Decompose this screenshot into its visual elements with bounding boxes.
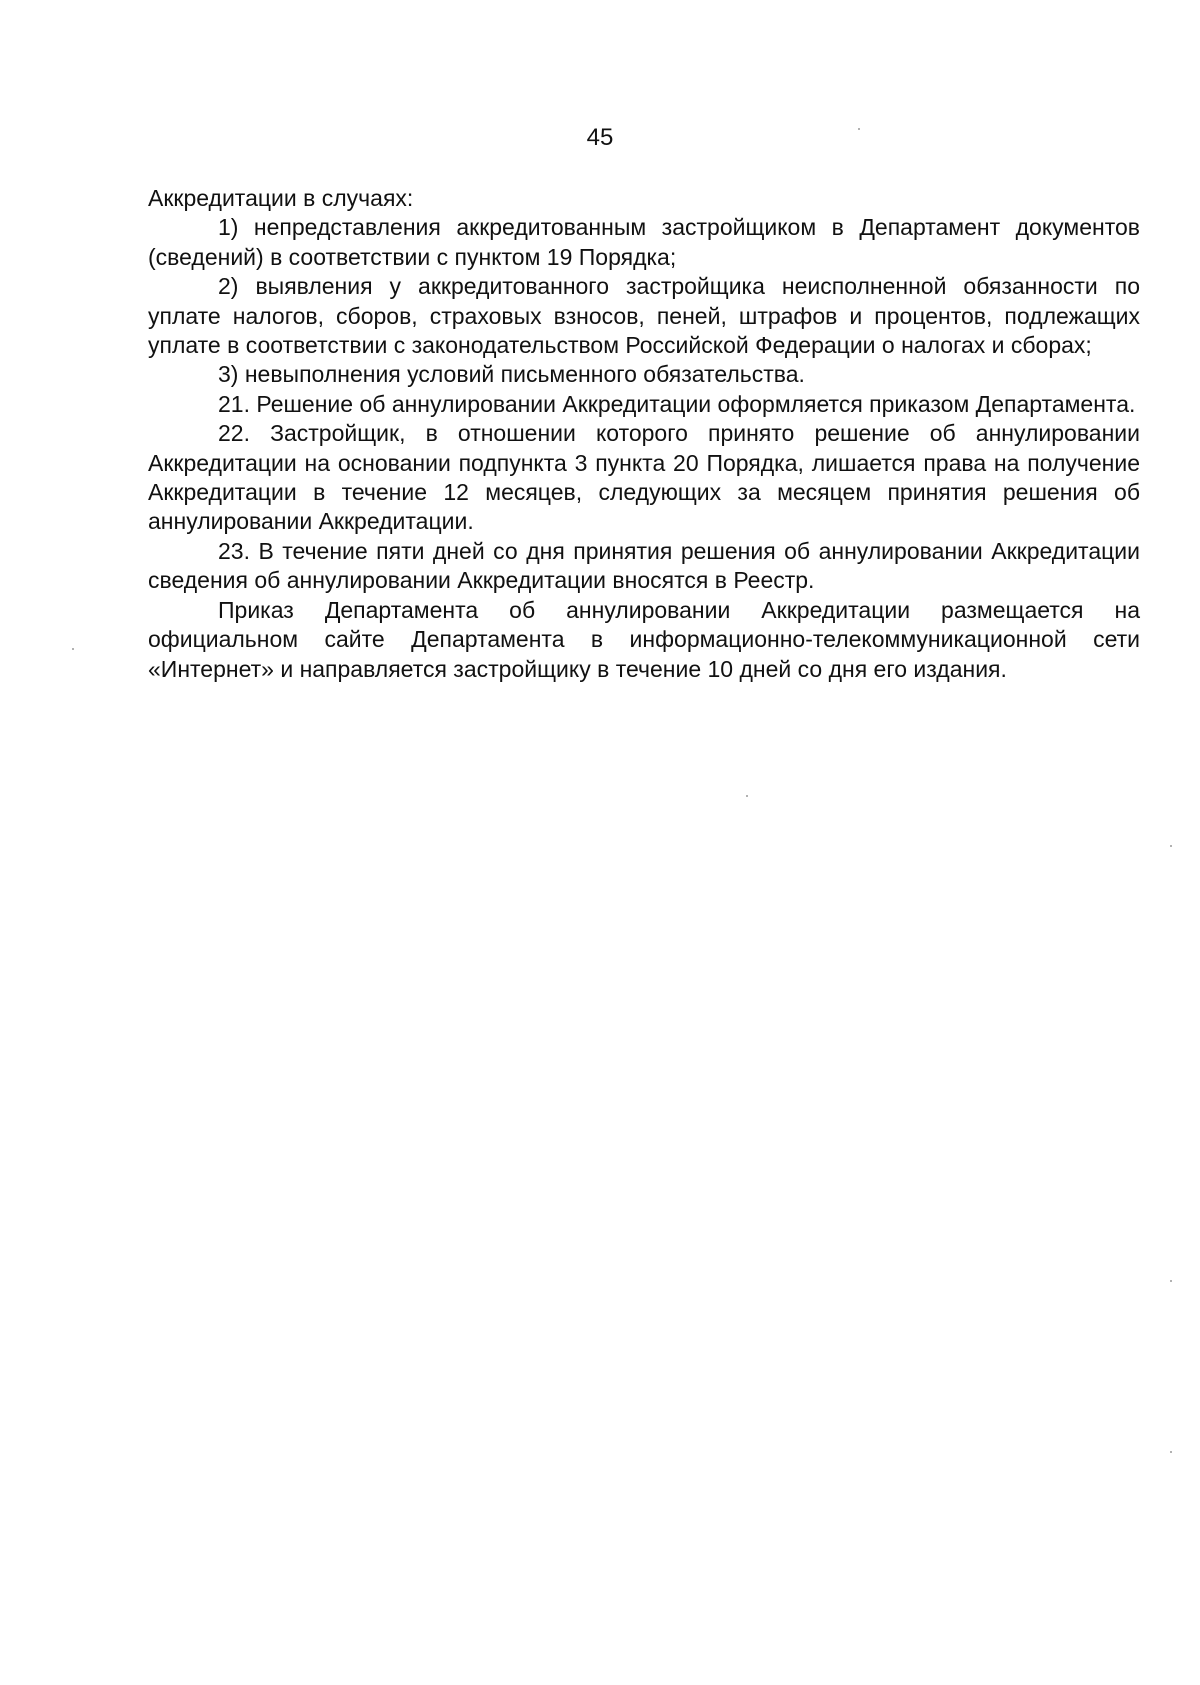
scan-speck: [1170, 845, 1172, 847]
scan-speck: [858, 128, 860, 130]
paragraph-intro: Аккредитации в случаях:: [148, 185, 414, 211]
paragraph-clause-22: 22. Застройщик, в отношении которого принято решение об аннулировании Аккредитации на основании подпункта 3 пункта 20 Порядка, лишается права на получение Аккредитации в течение 12 месяцев, следующих за месяцем принятия решения об аннулировании Аккредитации.: [148, 420, 1140, 535]
paragraph-item-1: 1) непредставления аккредитованным застройщиком в Департамент документов (сведений) в соответствии с пунктом 19 Порядка;: [148, 214, 1140, 270]
paragraph-order-publication: Приказ Департамента об аннулировании Аккредитации размещается на официальном сайте Департамента в информационно-телекоммуникационной сети «Интернет» и направляется застройщику в течение 10 дней со дня его издания.: [148, 596, 1140, 682]
paragraph-clause-23: 23. В течение пяти дней со дня принятия решения об аннулировании Аккредитации сведения об аннулировании Аккредитации вносятся в Реестр.: [148, 537, 1140, 594]
scan-speck: [1170, 1451, 1172, 1453]
scan-speck: [746, 795, 748, 797]
scan-speck: [72, 648, 74, 650]
scan-speck: [1170, 1280, 1172, 1282]
paragraph-clause-21: 21. Решение об аннулировании Аккредитации оформляется приказом Департамента.: [218, 390, 1136, 417]
paragraph-item-3: 3) невыполнения условий письменного обязательства.: [218, 361, 805, 388]
page-number: 45: [586, 124, 614, 151]
paragraph-item-2: 2) выявления у аккредитованного застройщика неисполненной обязанности по уплате налогов, сборов, страховых взносов, пеней, штрафов и процентов, подлежащих уплате в соответствии с законодательством Российской Федерации о налогах и сборах;: [148, 273, 1140, 359]
document-body: [148, 184, 1140, 684]
